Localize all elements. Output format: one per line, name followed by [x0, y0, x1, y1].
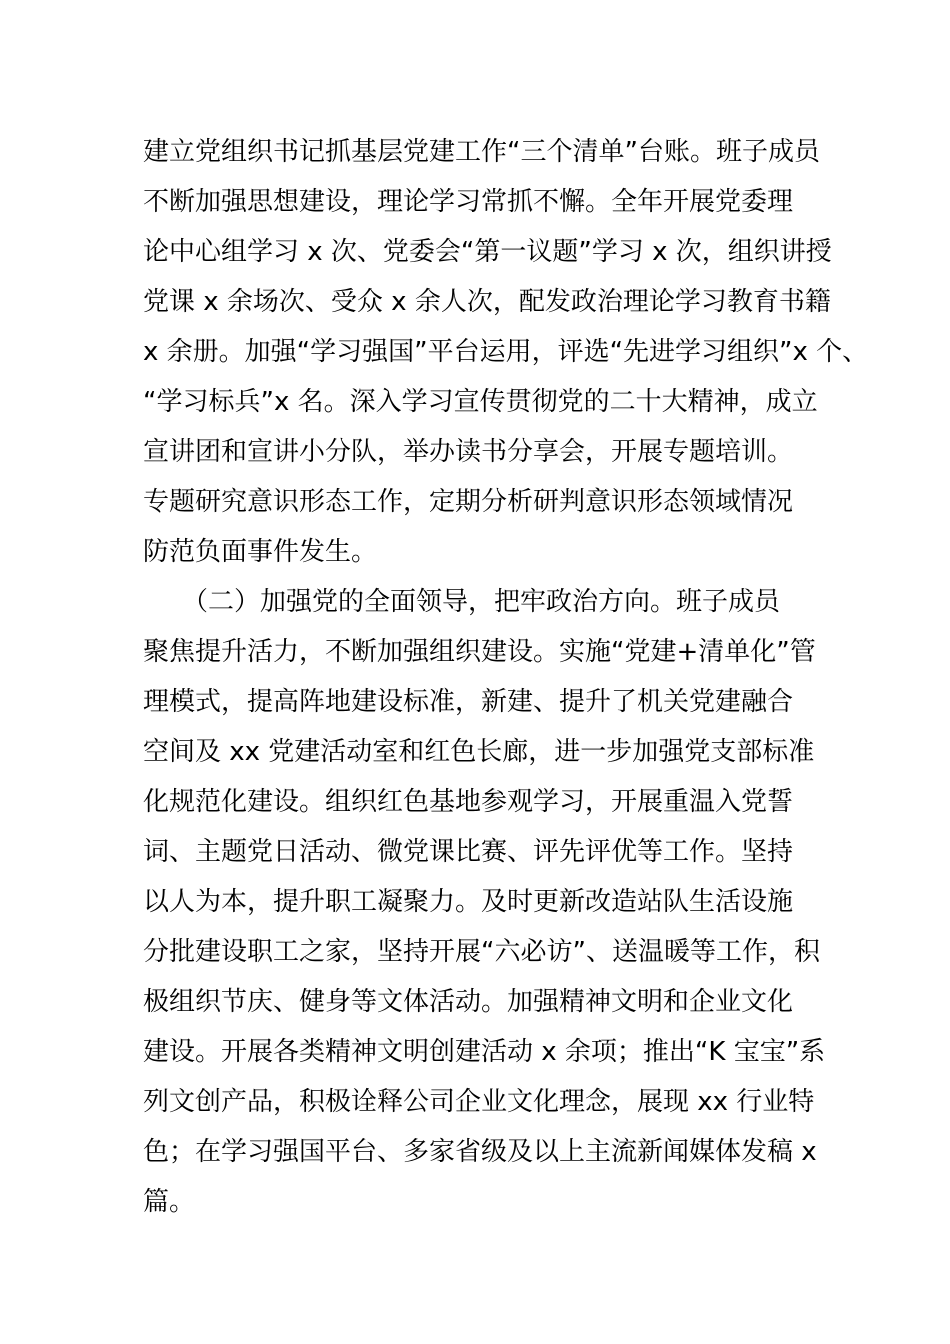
text-line-6: “学习标兵”x 名。深入学习宣传贯彻党的二十大精神，成立: [143, 387, 818, 417]
text-line-21: 色；在学习强国平台、多家省级及以上主流新闻媒体发稿 x: [143, 1137, 817, 1167]
text-line-18: 极组织节庆、健身等文体活动。加强精神文明和企业文化: [143, 987, 794, 1017]
text-line-12: 理模式，提高阵地建设标准，新建、提升了机关党建融合: [143, 687, 794, 717]
text-line-22: 篇。: [143, 1187, 196, 1217]
body-text: [143, 127, 869, 1227]
text-line-3: 论中心组学习 x 次、党委会“第一议题”学习 x 次，组织讲授: [143, 237, 832, 267]
text-line-2: 不断加强思想建设，理论学习常抓不懈。全年开展党委理: [143, 187, 794, 217]
text-line-7: 宣讲团和宣讲小分队，举办读书分享会，开展专题培训。: [143, 437, 794, 467]
text-line-13: 空间及 xx 党建活动室和红色长廊，进一步加强党支部标准: [143, 737, 815, 767]
text-line-1: 建立党组织书记抓基层党建工作“三个清单”台账。班子成员: [143, 137, 820, 167]
text-line-20: 列文创产品，积极诠释公司企业文化理念，展现 xx 行业特: [143, 1087, 815, 1117]
text-line-14: 化规范化建设。组织红色基地参观学习，开展重温入党誓: [143, 787, 794, 817]
text-line-17: 分批建设职工之家，坚持开展“六必访”、送温暖等工作，积: [143, 937, 820, 967]
text-line-19: 建设。开展各类精神文明创建活动 x 余项；推出“K 宝宝”系: [143, 1037, 826, 1067]
text-line-9: 防范负面事件发生。: [143, 537, 378, 567]
text-line-11: 聚焦提升活力，不断加强组织建设。实施“党建+清单化”管: [143, 637, 816, 667]
text-line-16: 以人为本，提升职工凝聚力。及时更新改造站队生活设施: [143, 887, 794, 917]
text-line-4: 党课 x 余场次、受众 x 余人次，配发政治理论学习教育书籍: [143, 287, 831, 317]
text-line-15: 词、主题党日活动、微党课比赛、评先评优等工作。坚持: [143, 837, 794, 867]
text-line-8: 专题研究意识形态工作，定期分析研判意识形态领域情况: [143, 487, 794, 517]
text-line-10: （二）加强党的全面领导，把牢政治方向。班子成员: [143, 587, 781, 617]
text-line-5: x 余册。加强“学习强国”平台运用，评选“先进学习组织”x 个、: [143, 337, 869, 367]
